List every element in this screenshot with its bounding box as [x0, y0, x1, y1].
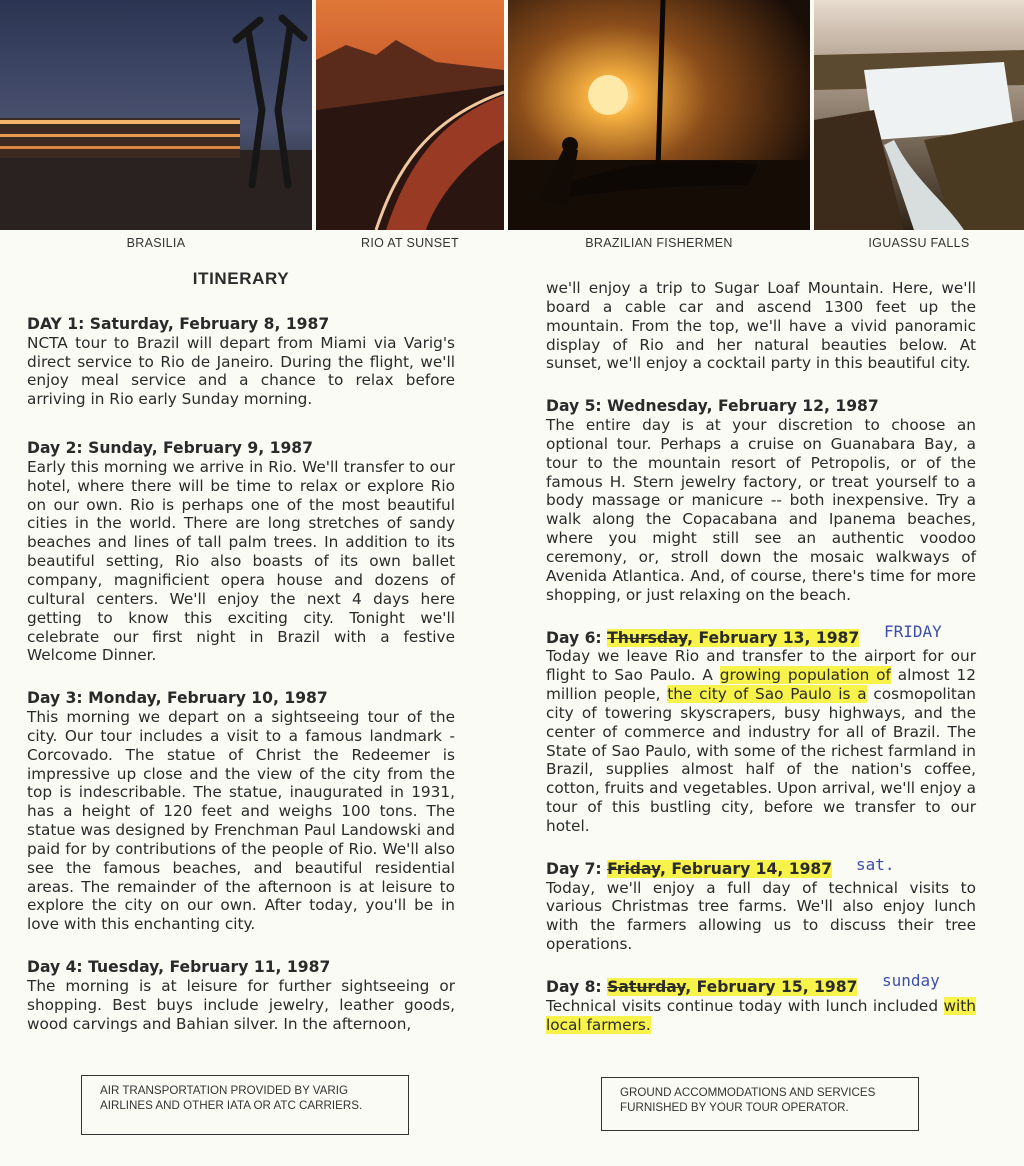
day-8 [546, 971, 976, 1035]
photo-rio-at-sunset [316, 0, 504, 230]
day-7 [546, 854, 976, 954]
day-7-body: Today, we'll enjoy a full day of technical visits to various Christmas tree farms. We'll also enjoy lunch with the farmers allowing us to discuss their tree operations. [546, 878, 976, 954]
day-6-handwritten-note: FRIDAY [884, 621, 942, 641]
day-2-body: Early this morning we arrive in Rio. We'll transfer to our hotel, where there will be time to relax or explore Rio on our own. Rio is perhaps one of the most beautiful cities in the world. There are long stretches of sandy beaches and lines of tall palm trees. In addition to its beautiful setting, Rio also boasts of its own ballet company, magnificient opera house and dozens of cultural centers. We'll enjoy the next 4 days here getting to know this exciting city. Tonight we'll celebrate our first night in Brazil with a festive Welcome Dinner. [27, 457, 455, 665]
day-2-title: Day 2: Sunday, February 9, 1987 [27, 439, 314, 458]
day-8-struck-weekday: Saturday [607, 978, 686, 996]
day-6-body: Today we leave Rio and transfer to the airport for our flight to Sao Paulo. A growing population of almost 12 million people, the city of Sao Paulo is a cosmopolitan city of towering skyscrapers, busy highways, and the center of commerce and industry for all of Brazil. The State of Sao Paulo, with some of the richest farmland in Brazil, supplies almost half of the nation's coffee, cotton, fruits and vegetables. Upon arrival, we'll enjoy a tour of this bustling city, before we transfer to our hotel. [546, 647, 976, 835]
day-8-date: , February 15, 1987 [685, 978, 858, 996]
highlight-mark: growing population of [719, 666, 891, 685]
day-1-title: DAY 1: Saturday, February 8, 1987 [27, 314, 330, 333]
day-6-title [546, 621, 976, 648]
day-2 [27, 439, 455, 665]
photo-brazilian-fishermen [508, 0, 810, 230]
day-3-body: This morning we depart on a sightseeing tour of the city. Our tour includes a visit to a famous landmark -Corcovado. The statue of Christ the Redeemer is impressive up close and the view of the city from the top is indescribable. The statue, inaugurated in 1931, has a height of 120 feet and weighs 100 tons. The statue was designed by Frenchman Paul Landowski and paid for by contributions of the people of Rio. We'll also see the famous beaches, and beautiful residential areas. The remainder of the afternoon is at leisure to explore the city on our own. After today, you'll be in love with this enchanting city. [27, 708, 455, 934]
day-8-title [546, 971, 976, 997]
highlight-mark: with local farmers. [546, 996, 976, 1034]
day-3-title: Day 3: Monday, February 10, 1987 [27, 689, 328, 708]
photo-caption: RIO AT SUNSET [361, 236, 459, 250]
day-7-date: , February 14, 1987 [659, 859, 833, 878]
highlight-mark: the city of Sao Paulo is a [667, 685, 867, 704]
itinerary-heading: ITINERARY [192, 269, 290, 288]
photo-caption: IGUASSU FALLS [868, 236, 970, 250]
day-3 [27, 689, 455, 934]
day-1 [27, 315, 455, 409]
day-7-title [546, 854, 976, 879]
day-7-handwritten-note: sat. [856, 854, 895, 874]
ground-accommodations-notice: GROUND ACCOMMODATIONS AND SERVICES FURNISHED BY YOUR TOUR OPERATOR. [601, 1077, 919, 1131]
day-8-handwritten-note: sunday [882, 971, 940, 990]
day-8-label: Day 8: [546, 978, 608, 996]
day-8-body: Technical visits continue today with lunch included with local farmers. [546, 996, 976, 1034]
day-7-label: Day 7: [546, 859, 608, 878]
day-5 [546, 397, 976, 604]
photo-brasilia [0, 0, 312, 230]
day-6-struck-weekday: Thursday [607, 628, 688, 647]
photo-iguassu-falls [814, 0, 1024, 230]
photo-caption: BRASILIA [126, 236, 186, 250]
day-5-title: Day 5: Wednesday, February 12, 1987 [546, 397, 879, 416]
air-transportation-notice: AIR TRANSPORTATION PROVIDED BY VARIG AIRLINES AND OTHER IATA OR ATC CARRIERS. [81, 1075, 409, 1135]
day-4-title: Day 4: Tuesday, February 11, 1987 [27, 958, 331, 977]
day-1-body: NCTA tour to Brazil will depart from Miami via Varig's direct service to Rio de Janeiro. During the flight, we'll enjoy meal service and a chance to relax before arriving in Rio early Sunday morning. [27, 333, 455, 409]
day-4-body: The morning is at leisure for further sightseeing or shopping. Best buys include jewelry, leather goods, wood carvings and Bahian silver. In the afternoon, [27, 977, 455, 1033]
day-4-continued-body: we'll enjoy a trip to Sugar Loaf Mountain. Here, we'll board a cable car and ascend 1300 feet up the mountain. From the top, we'll have a vivid panoramic display of Rio and her natural beauties below. At sunset, we'll enjoy a cocktail party in this beautiful city. [546, 279, 976, 373]
day-6-date: , February 13, 1987 [687, 628, 860, 647]
day-4 [27, 958, 455, 1033]
day-7-struck-weekday: Friday [607, 859, 660, 878]
day-6 [546, 621, 976, 836]
itinerary-right-column [546, 279, 976, 1059]
photo-caption: BRAZILIAN FISHERMEN [585, 236, 733, 250]
day-4-continued [546, 279, 976, 373]
day-5-body: The entire day is at your discretion to choose an optional tour. Perhaps a cruise on Guanabara Bay, a tour to the mountain resort of Petropolis, or of the famous H. Stern jewelry factory, or treat yourself to a body massage or manicure -- both inexpensive. Try a walk along the Copacabana and Ipanema beaches, where you might still see an authentic voodoo ceremony, or, stroll down the mosaic walkways of Avenida Atlantica. And, of course, there's time for more shopping, or just relaxing on the beach. [546, 416, 976, 604]
itinerary-left-column [27, 270, 455, 1058]
day-6-label: Day 6: [546, 628, 608, 647]
